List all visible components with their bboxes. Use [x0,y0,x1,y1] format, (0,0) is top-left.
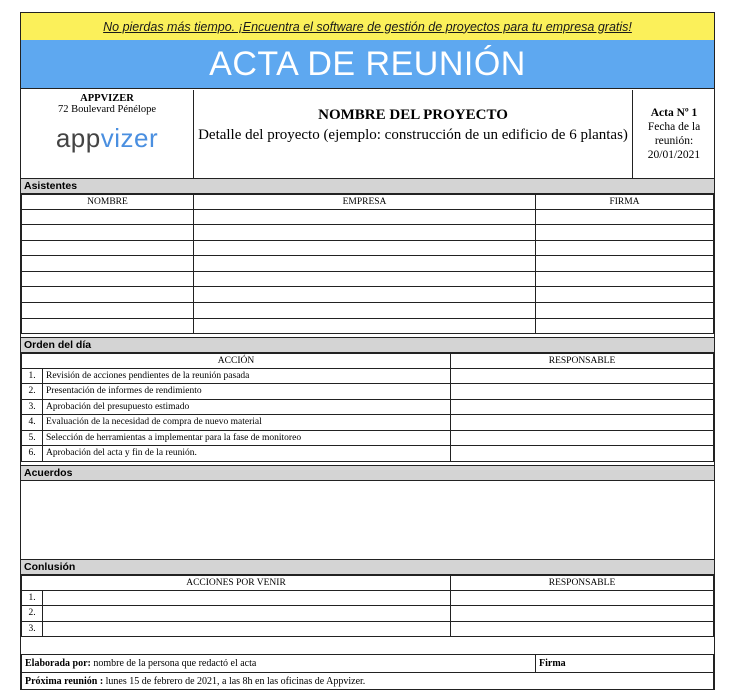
section-conclusion: Conlusión [21,559,714,575]
attendee-company-cell[interactable] [194,240,536,256]
company-block [21,90,194,178]
elaborada-por[interactable]: Elaborada por: nombre de la persona que redactó el acta [22,655,536,673]
agenda-row [22,446,714,462]
agenda-responsable[interactable] [451,415,714,431]
agenda-row [22,415,714,431]
meeting-date: 20/01/2021 [647,149,701,161]
attendees-table [21,194,714,334]
conclusion-action[interactable] [43,590,451,606]
meeting-minutes-sheet [20,12,715,690]
col-header-responsable-conclusion: RESPONSABLE [451,576,714,591]
agenda-number: 3. [22,399,43,415]
agenda-number: 4. [22,415,43,431]
section-acuerdos: Acuerdos [21,465,714,481]
acta-number: Acta Nº 1 [650,107,698,119]
col-header-firma: FIRMA [536,195,714,210]
agenda-responsable[interactable] [451,368,714,384]
attendee-name-cell[interactable] [22,271,194,287]
agenda-action[interactable]: Revisión de acciones pendientes de la reunión pasada [43,368,451,384]
firma-field[interactable]: Firma [536,655,714,673]
attendee-company-cell[interactable] [194,256,536,272]
conclusion-row [22,590,714,606]
attendee-row [22,209,714,225]
conclusion-responsable[interactable] [451,590,714,606]
attendee-signature-cell[interactable] [536,303,714,319]
conclusion-table [21,575,714,637]
section-asistentes: Asistentes [21,178,714,194]
conclusion-responsable[interactable] [451,621,714,637]
acuerdos-area[interactable] [21,481,714,559]
attendee-company-cell[interactable] [194,209,536,225]
document-title: ACTA DE REUNIÓN [21,40,714,89]
conclusion-number: 1. [22,590,43,606]
attendee-name-cell[interactable] [22,209,194,225]
company-address: 72 Boulevard Pénélope [58,104,156,115]
attendee-signature-cell[interactable] [536,240,714,256]
conclusion-action[interactable] [43,606,451,622]
agenda-number: 5. [22,430,43,446]
attendee-row [22,271,714,287]
agenda-row [22,430,714,446]
attendee-company-cell[interactable] [194,318,536,334]
project-detail: Detalle del proyecto (ejemplo: construcción de un edificio de 6 plantas) [198,127,628,143]
attendee-row [22,225,714,241]
attendee-name-cell[interactable] [22,240,194,256]
agenda-responsable[interactable] [451,430,714,446]
conclusion-row [22,606,714,622]
agenda-row [22,368,714,384]
col-header-acciones-por-venir: ACCIONES POR VENIR [22,576,451,591]
conclusion-row [22,621,714,637]
project-block [194,90,633,178]
agenda-table [21,353,714,462]
conclusion-number: 3. [22,621,43,637]
proxima-reunion[interactable]: Próxima reunión : lunes 15 de febrero de 2021, a las 8h en las oficinas de Appvizer. [22,673,714,690]
attendee-name-cell[interactable] [22,256,194,272]
agenda-action[interactable]: Aprobación del presupuesto estimado [43,399,451,415]
project-title: NOMBRE DEL PROYECTO [318,107,508,123]
header-row [21,90,714,179]
conclusion-number: 2. [22,606,43,622]
agenda-number: 1. [22,368,43,384]
attendee-row [22,240,714,256]
agenda-row [22,384,714,400]
attendee-name-cell[interactable] [22,303,194,319]
col-header-responsable: RESPONSABLE [451,354,714,369]
promo-link[interactable]: No pierdas más tiempo. ¡Encuentra el software de gestión de proyectos para tu empresa gratis! [103,19,632,34]
attendee-company-cell[interactable] [194,303,536,319]
agenda-number: 2. [22,384,43,400]
attendee-signature-cell[interactable] [536,209,714,225]
attendee-company-cell[interactable] [194,287,536,303]
attendee-signature-cell[interactable] [536,271,714,287]
footer-table [21,654,714,690]
agenda-action[interactable]: Selección de herramientas a implementar para la fase de monitoreo [43,430,451,446]
appvizer-logo: appvizer [55,123,159,153]
attendee-row [22,287,714,303]
date-label: Fecha de la reunión: [647,121,701,147]
attendee-name-cell[interactable] [22,318,194,334]
agenda-number: 6. [22,446,43,462]
conclusion-action[interactable] [43,621,451,637]
attendee-row [22,256,714,272]
section-orden-del-dia: Orden del día [21,337,714,353]
attendee-name-cell[interactable] [22,225,194,241]
attendee-signature-cell[interactable] [536,287,714,303]
attendee-company-cell[interactable] [194,225,536,241]
agenda-row [22,399,714,415]
promo-banner [21,13,714,41]
col-header-empresa: EMPRESA [194,195,536,210]
agenda-responsable[interactable] [451,446,714,462]
col-header-nombre: NOMBRE [22,195,194,210]
attendee-row [22,303,714,319]
attendee-company-cell[interactable] [194,271,536,287]
attendee-row [22,318,714,334]
agenda-action[interactable]: Aprobación del acta y fin de la reunión. [43,446,451,462]
attendee-signature-cell[interactable] [536,256,714,272]
conclusion-responsable[interactable] [451,606,714,622]
attendee-signature-cell[interactable] [536,225,714,241]
attendee-signature-cell[interactable] [536,318,714,334]
agenda-action[interactable]: Evaluación de la necesidad de compra de nuevo material [43,415,451,431]
attendee-name-cell[interactable] [22,287,194,303]
agenda-responsable[interactable] [451,384,714,400]
company-name: APPVIZER [80,93,134,104]
acta-block [633,90,715,178]
col-header-accion: ACCIÓN [22,354,451,369]
agenda-responsable[interactable] [451,399,714,415]
agenda-action[interactable]: Presentación de informes de rendimiento [43,384,451,400]
